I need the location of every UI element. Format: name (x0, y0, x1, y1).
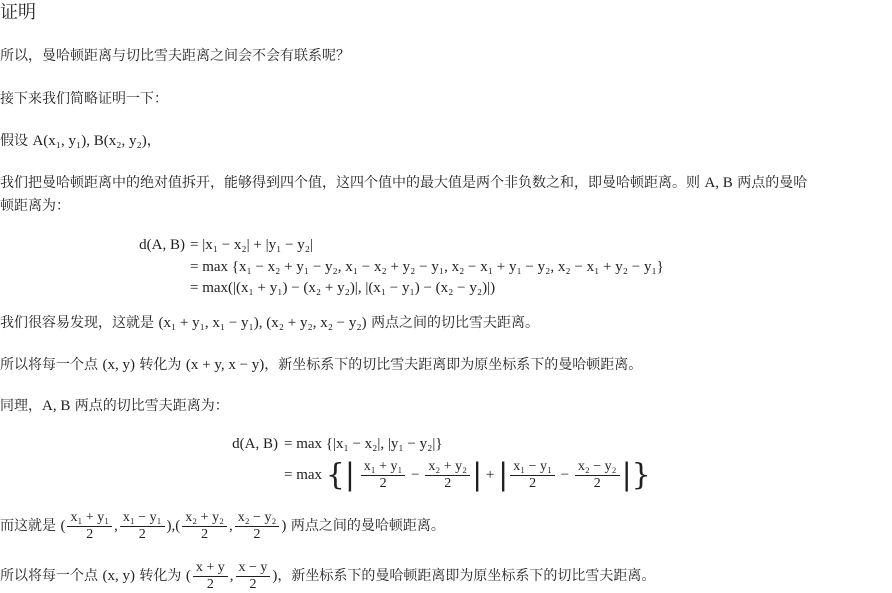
eq2-row2-prefix: = max (284, 467, 323, 483)
p8-frac2 (120, 510, 165, 543)
discover-points-math: (x₁ + y₁, x₁ − y₁), (x₂ + y₂, x₂ − y₂) (158, 315, 367, 331)
paragraph-transform1 (0, 355, 642, 375)
transform2-text2: 转化为 (139, 568, 182, 584)
eq2-abs-bar: | (621, 457, 632, 493)
eq2-plus: + (485, 467, 495, 483)
eq2-left-brace: { (325, 457, 345, 493)
p8-frac4-den: 2 (253, 527, 261, 543)
p9-frac1-den: 2 (206, 577, 214, 593)
p8-frac2-num: x₁ − y₁ (120, 510, 165, 527)
eq2-frac4-num: x₂ − y₂ (575, 459, 620, 476)
assume-text: 假设 (0, 133, 28, 149)
paragraph-manhattan-points (0, 509, 445, 543)
transform2-text1: 所以将每一个点 (0, 568, 98, 584)
transform1-text2: 转化为 (139, 357, 182, 373)
assume-points-math: A(x₁, y₁), B(x₂, y₂) (32, 133, 147, 149)
similarly-tail: 两点的切比雪夫距离为： (74, 398, 229, 414)
eq2-row2 (284, 452, 651, 499)
eq2-frac2-num: x₂ + y₂ (425, 459, 470, 476)
explain-points-math: A, B (704, 175, 733, 191)
transform1-tail: ，新坐标系下的切比雪夫距离即为原坐标系下的曼哈顿距离。 (264, 357, 643, 373)
eq2-abs-bar: | (472, 457, 483, 493)
eq2-frac2-den: 2 (444, 476, 452, 492)
transform1-point-math: (x, y) (102, 357, 135, 373)
paragraph-intro: 接下来我们简略证明一下： (0, 91, 168, 107)
eq2-frac3-num: x₁ − y₁ (510, 459, 555, 476)
p8-frac1-num: x₁ + y₁ (67, 510, 112, 527)
eq2-frac1-num: x₁ + y₁ (361, 459, 406, 476)
similarly-points-math: A, B (42, 398, 71, 414)
p8-frac4-num: x₂ − y₂ (235, 510, 280, 527)
assume-tail: ， (146, 133, 161, 149)
explain-text: 我们把曼哈顿距离中的绝对值拆开，能够得到四个值，这四个值中的最大值是两个非负数之和，即曼哈顿距离。则 (0, 175, 700, 191)
manhattan-points-text: 而这就是 (0, 518, 56, 534)
p8-frac1 (67, 510, 112, 543)
manhattan-points-math: ( $\frac{\text{x₁ + y₁}}{2}$ , $\frac{\text{x₁ − y₁}}{2}$ ),( $\frac{\text{x₂ + y₂}}{2}$ , $\frac{\text{x₂ − y₂}}{2}$ ) (60, 510, 287, 543)
paragraph-similarly (0, 396, 229, 416)
discover-text: 我们很容易发现，这就是 (0, 315, 154, 331)
eq2-abs-bar: | (498, 457, 509, 493)
eq2-frac4-den: 2 (593, 476, 601, 492)
transform1-text1: 所以将每一个点 (0, 357, 98, 373)
explain-tail: 两点的曼哈 (737, 175, 808, 191)
paragraph-transform2 (0, 559, 655, 593)
p8-frac3 (182, 510, 227, 543)
p9-frac1 (193, 560, 228, 593)
section-heading: 证明 (0, 2, 36, 23)
paragraph-question: 所以，曼哈顿距离与切比雪夫距离之间会不会有联系呢？ (0, 48, 350, 64)
eq2-frac3 (510, 459, 555, 492)
eq1-row2: = max {x₁ − x₂ + y₁ − y₂, x₁ − x₂ + y₂ − y₁, x₂ − x₁ + y₁ − y₂, x₂ − x₁ + y₂ − y₁} (190, 259, 664, 275)
eq2-frac1 (361, 459, 406, 492)
paragraph-explain-line2: 顿距离为： (0, 198, 70, 214)
transform2-tail: ，新坐标系下的曼哈顿距离即为原坐标系下的切比雪夫距离。 (277, 568, 656, 584)
p8-frac2-den: 2 (138, 527, 146, 543)
eq1-row3: = max(|(x₁ + y₁) − (x₂ + y₂)|, |(x₁ − y₁) − (x₂ − y₂)|) (190, 280, 496, 296)
transform1-result-math: (x + y, x − y) (185, 357, 265, 373)
paragraph-explain-line1 (0, 173, 807, 193)
eq1-lhs: d(A, B) (139, 237, 185, 253)
p8-frac3-num: x₂ + y₂ (182, 510, 227, 527)
p8-frac3-den: 2 (201, 527, 209, 543)
eq2-minus2: − (560, 467, 570, 483)
eq2-lhs: d(A, B) (232, 436, 278, 452)
eq2-right-brace: } (631, 457, 651, 493)
p9-frac2-num: x − y (236, 560, 271, 577)
eq2-frac4 (575, 459, 620, 492)
transform2-result-math: ( $\frac{x + y}{2}$ , $\frac{x - y}{2}$ ) (185, 560, 278, 593)
eq2-frac1-den: 2 (379, 476, 387, 492)
p9-frac2-den: 2 (249, 577, 257, 593)
paragraph-assume (0, 131, 161, 151)
eq2-row1: = max {|x₁ − x₂|, |y₁ − y₂|} (284, 436, 443, 452)
manhattan-points-tail: 两点之间的曼哈顿距离。 (290, 518, 445, 534)
p9-frac2 (236, 560, 271, 593)
paragraph-discover (0, 313, 539, 333)
discover-tail: 两点之间的切比雪夫距离。 (371, 315, 540, 331)
eq2-frac3-den: 2 (529, 476, 537, 492)
transform2-point-math: (x, y) (102, 568, 135, 584)
similarly-text: 同理， (0, 398, 42, 414)
p8-frac4 (235, 510, 280, 543)
eq2-frac2 (425, 459, 470, 492)
p8-frac1-den: 2 (86, 527, 94, 543)
eq2-abs-bar: | (344, 457, 355, 493)
p9-frac1-num: x + y (193, 560, 228, 577)
eq2-minus1: − (411, 467, 420, 483)
eq1-row1: = |x₁ − x₂| + |y₁ − y₂| (190, 237, 314, 253)
